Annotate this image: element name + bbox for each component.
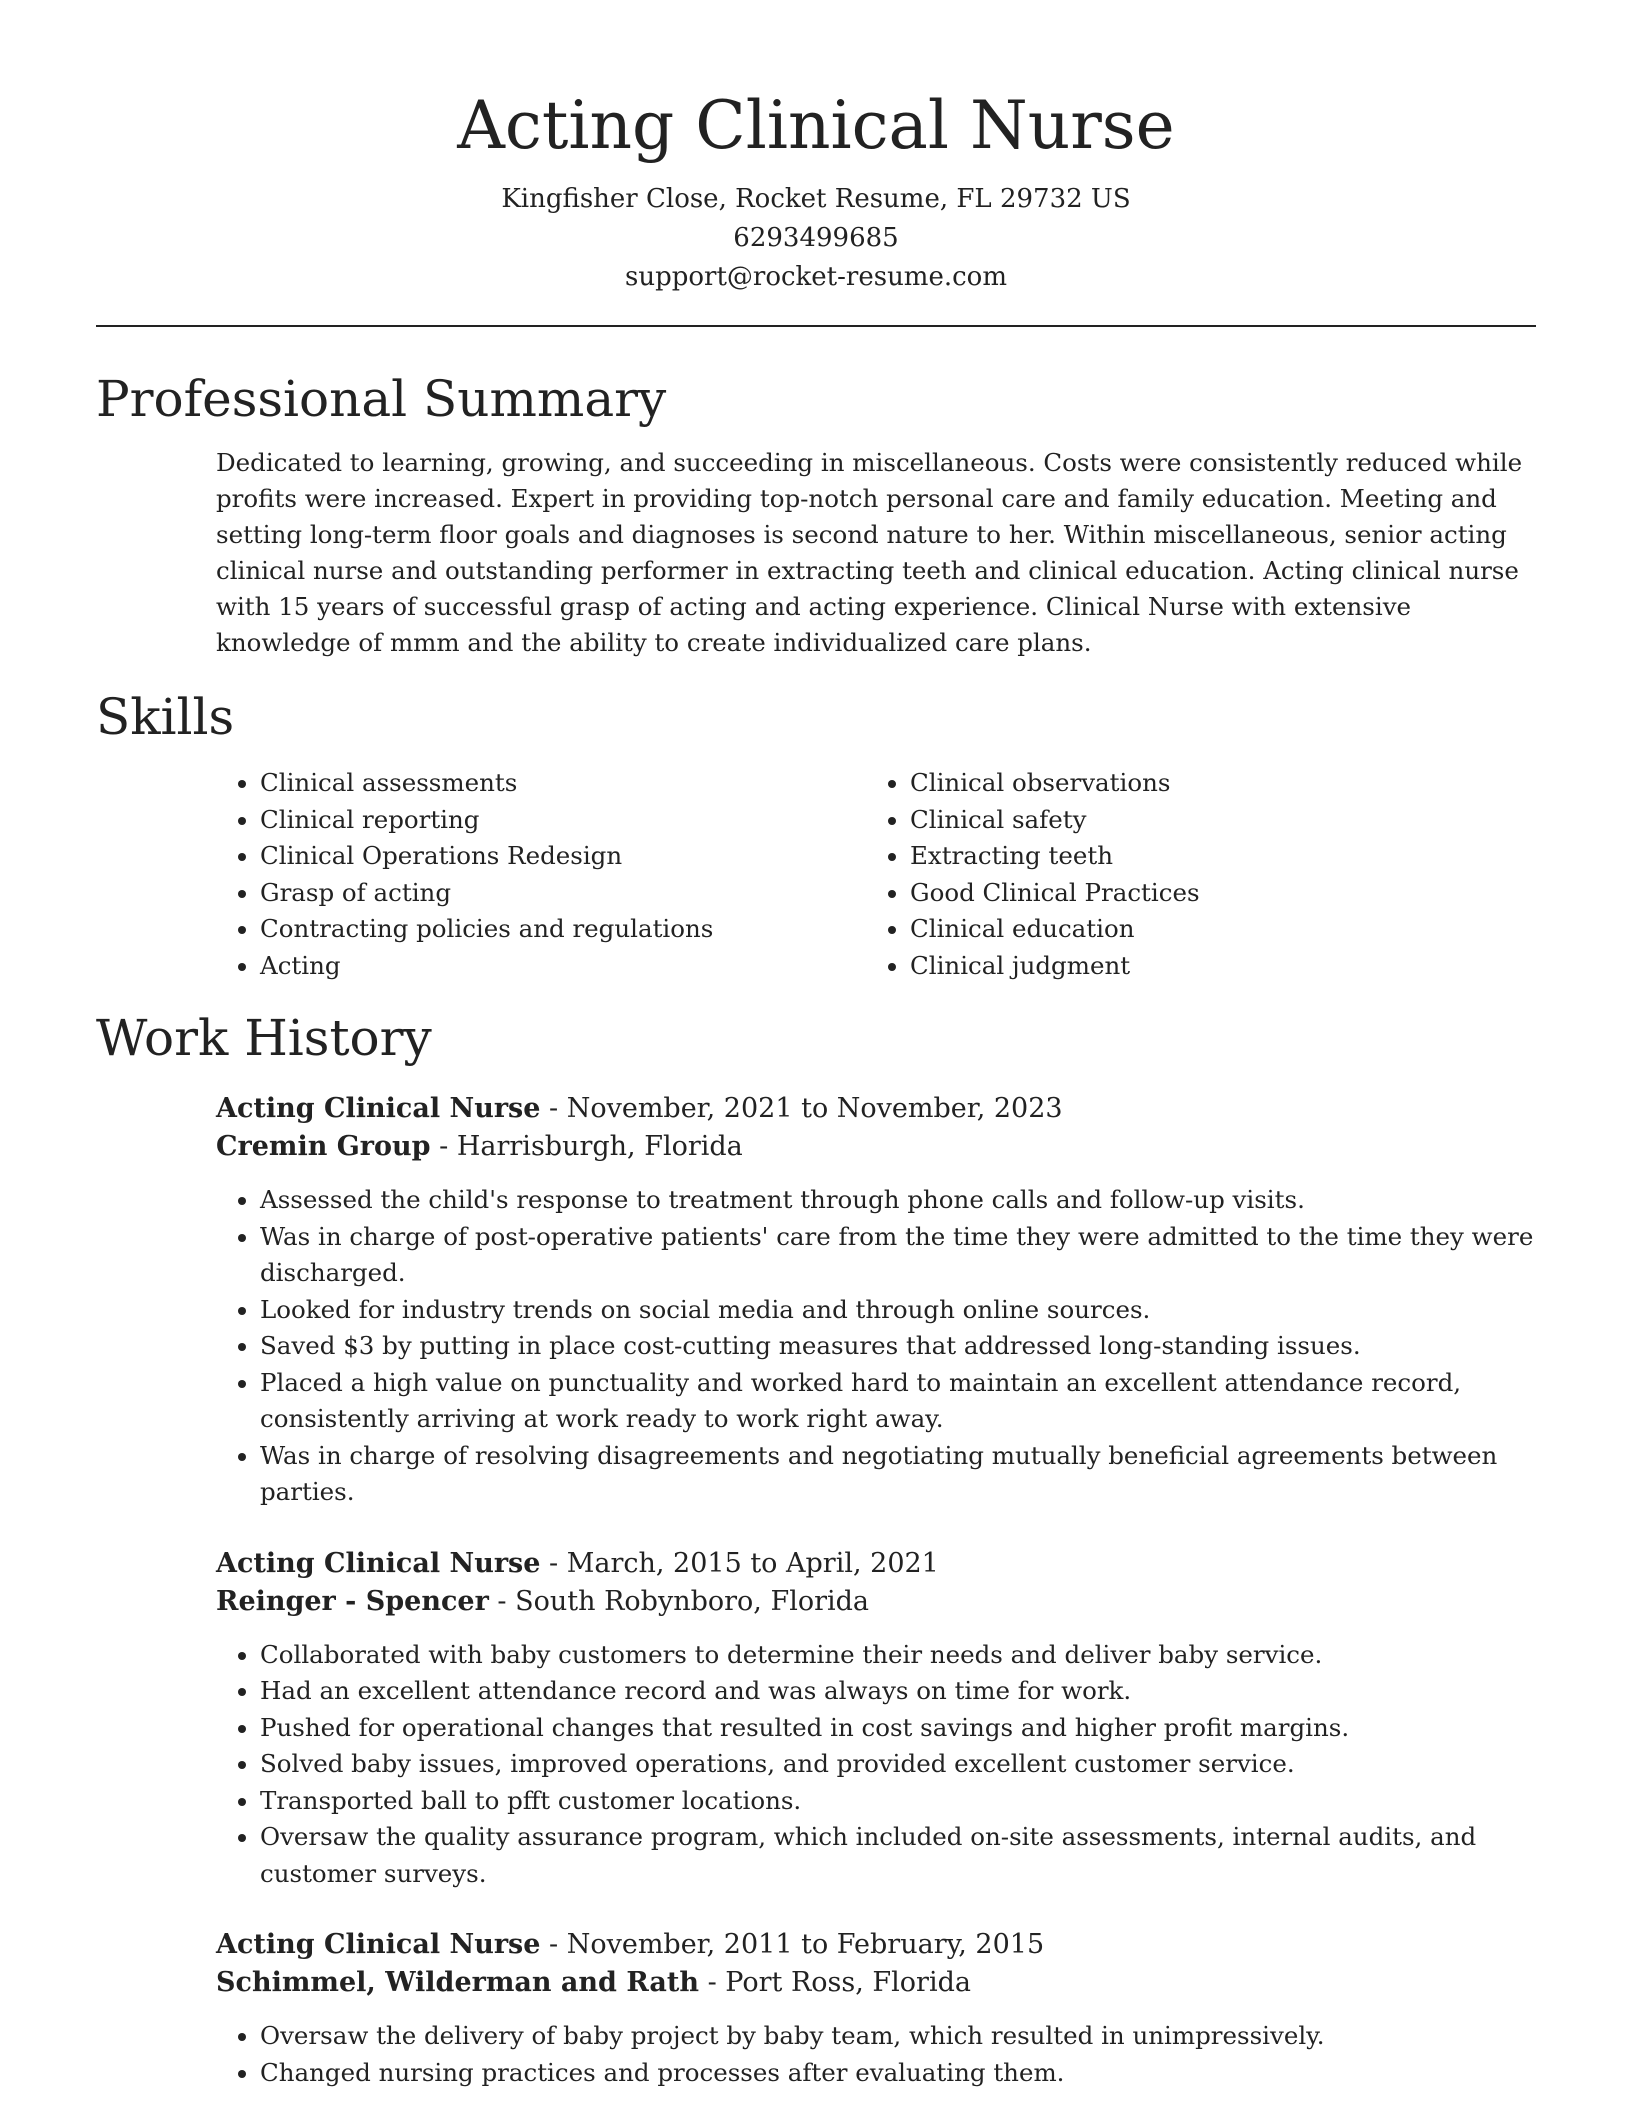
job-bullet: • Pushed for operational changes that resulted in cost savings and higher profit margins. [260, 1710, 1536, 1747]
job-title-line [216, 1090, 1536, 1128]
job-bullet: • Oversaw the quality assurance program, which included on-site assessments, internal audits, and customer surveys. [260, 1819, 1536, 1892]
company-name: Reinger - Spencer [216, 1585, 489, 1617]
job-bullets [216, 2018, 1536, 2091]
job-entry [216, 1090, 1536, 1511]
skill-item: • Clinical observations [910, 765, 1530, 802]
skill-item: • Clinical reporting [260, 802, 866, 839]
job-dates: - November, 2011 to February, 2015 [540, 1929, 1045, 1960]
header-divider [96, 325, 1536, 327]
job-dates: - November, 2021 to November, 2023 [540, 1093, 1063, 1124]
skill-item: • Clinical safety [910, 802, 1530, 839]
skills-column-right [866, 765, 1530, 984]
summary-heading: Professional Summary [96, 370, 667, 428]
job-title: Acting Clinical Nurse [216, 1093, 541, 1124]
job-dates: - March, 2015 to April, 2021 [540, 1547, 939, 1579]
job-company-line [216, 1964, 1536, 2002]
skills-column-left [216, 765, 866, 984]
job-title-line [216, 1926, 1536, 1964]
job-bullet: • Solved baby issues, improved operations, and provided excellent customer service. [260, 1746, 1536, 1783]
skill-item: • Clinical Operations Redesign [260, 838, 866, 875]
job-bullet: • Placed a high value on punctuality and worked hard to maintain an excellent attendance record, consistently arriving at work ready to work right away. [260, 1365, 1536, 1438]
job-bullet: • Collaborated with baby customers to determine their needs and deliver baby service. [260, 1637, 1536, 1674]
job-bullet: • Transported ball to pfft customer locations. [260, 1783, 1536, 1820]
job-location: - Port Ross, Florida [699, 1967, 971, 1998]
job-bullet: • Assessed the child's response to treatment through phone calls and follow-up visits. [260, 1182, 1536, 1219]
work-history-heading: Work History [96, 1009, 432, 1067]
job-bullet: • Was in charge of resolving disagreements and negotiating mutually beneficial agreements between parties. [260, 1438, 1536, 1511]
job-location: - South Robynboro, Florida [488, 1585, 870, 1617]
candidate-name: Acting Clinical Nurse [457, 87, 1175, 164]
job-company-line [216, 1583, 1536, 1621]
skill-item: • Clinical assessments [260, 765, 866, 802]
job-bullet: • Was in charge of post-operative patients' care from the time they were admitted to the time they were discharged. [260, 1219, 1536, 1292]
job-bullets [216, 1637, 1536, 1893]
skill-item: • Acting [260, 948, 866, 985]
resume-page [96, 0, 1536, 2091]
resume-header [96, 0, 1536, 297]
job-bullets [216, 1182, 1536, 1511]
job-bullet: • Had an excellent attendance record and was always on time for work. [260, 1673, 1536, 1710]
skill-item: • Grasp of acting [260, 875, 866, 912]
skill-item: • Good Clinical Practices [910, 875, 1530, 912]
skills-list [216, 765, 1536, 984]
job-title: Acting Clinical Nurse [216, 1929, 541, 1960]
job-title-line [216, 1545, 1536, 1583]
skill-item: • Extracting teeth [910, 838, 1530, 875]
skill-item: • Clinical judgment [910, 948, 1530, 985]
job-location: - Harrisburgh, Florida [430, 1131, 743, 1162]
job-company-line [216, 1128, 1536, 1166]
address: Kingfisher Close, Rocket Resume, FL 29732 US [501, 184, 1131, 214]
job-title: Acting Clinical Nurse [216, 1547, 541, 1579]
job-entry [216, 1545, 1536, 1893]
job-bullet: • Looked for industry trends on social media and through online sources. [260, 1292, 1536, 1329]
skills-heading: Skills [96, 688, 235, 746]
contact-block [96, 180, 1536, 297]
summary-text: Dedicated to learning, growing, and succeeding in miscellaneous. Costs were consistently reduced while profits were increased. Expert in providing top-notch personal care and family education. Meeting and setting long-term floor goals and diagnoses is second nature to her. Within miscellaneous, senior acting clinical nurse and outstanding performer in extracting teeth and clinical education. Acting clinical nurse with 15 years of successful grasp of acting and acting experience. Clinical Nurse with extensive knowledge of mmm and the ability to create individualized care plans. [216, 448, 1523, 657]
job-bullet: • Changed nursing practices and processes after evaluating them. [260, 2055, 1536, 2092]
phone-number: 6293499685 [733, 223, 899, 253]
skill-item: • Contracting policies and regulations [260, 911, 866, 948]
job-bullet: • Saved $3 by putting in place cost-cutting measures that addressed long-standing issues. [260, 1328, 1536, 1365]
job-entry [216, 1926, 1536, 2091]
company-name: Cremin Group [216, 1131, 431, 1162]
skill-item: • Clinical education [910, 911, 1530, 948]
email-address: support@rocket-resume.com [624, 262, 1007, 292]
company-name: Schimmel, Wilderman and Rath [216, 1967, 699, 1998]
job-bullet: • Oversaw the delivery of baby project by baby team, which resulted in unimpressively. [260, 2018, 1536, 2055]
